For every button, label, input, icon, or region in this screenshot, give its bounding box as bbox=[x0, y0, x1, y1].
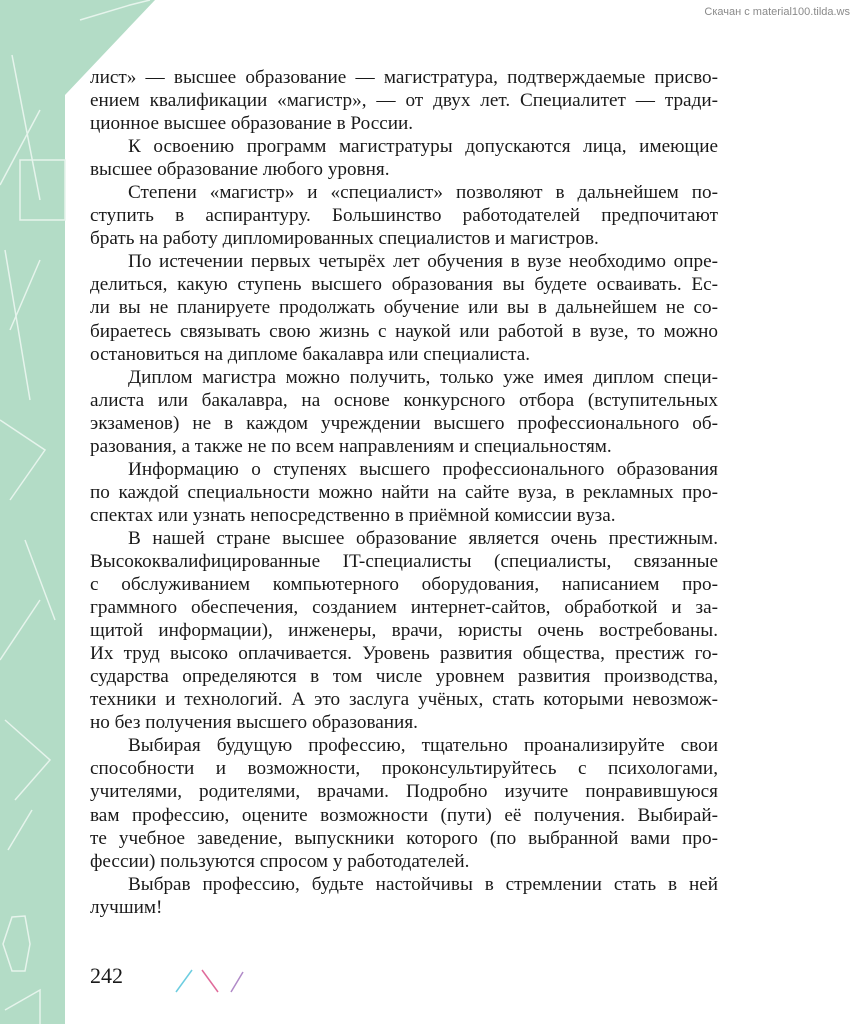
text-line: граммного обеспечения, созданием интернет-сайтов, обработкой и за- bbox=[90, 597, 718, 619]
text-line: делиться, какую ступень высшего образования вы будете осваивать. Ес- bbox=[90, 274, 718, 296]
text-line: остановиться на дипломе бакалавра или специалиста. bbox=[90, 343, 531, 365]
text-line: высшее образование любого уровня. bbox=[90, 159, 390, 181]
paragraph bbox=[90, 250, 718, 365]
text-line: техники и технологий. А это заслуга учёных, стать которыми невозмож- bbox=[90, 689, 718, 711]
text-line: ступить в аспирантуру. Большинство работодателей предпочитают bbox=[90, 205, 718, 227]
text-line: бираетесь связывать свою жизнь с наукой или работой в вузе, то можно bbox=[90, 320, 718, 342]
text-line: но без получения высшего образования. bbox=[90, 712, 418, 734]
text-line: фессии) пользуются спросом у работодателей. bbox=[90, 850, 470, 872]
text-line: В нашей стране высшее образование является очень престижным. bbox=[128, 527, 718, 549]
watermark: Скачан с material100.tilda.ws bbox=[704, 6, 850, 18]
text-line: брать на работу дипломированных специалистов и магистров. bbox=[90, 228, 599, 250]
text-line: учителями, родителями, врачами. Подробно изучите понравившуюся bbox=[90, 781, 718, 803]
text-line: Выбрав профессию, будьте настойчивы в стремлении стать в ней bbox=[128, 873, 718, 895]
page-ornament bbox=[170, 968, 260, 998]
paragraph bbox=[90, 66, 718, 135]
text-line: по каждой специальности можно найти на сайте вуза, в рекламных про- bbox=[90, 481, 718, 503]
text-line: экзаменов) не в каждом учреждении высшего профессионального об- bbox=[90, 412, 718, 434]
page-number: 242 bbox=[90, 963, 123, 988]
text-line: ционное высшее образование в России. bbox=[90, 113, 414, 135]
text-line: ением квалификации «магистр», — от двух лет. Специалитет — тради- bbox=[90, 90, 718, 112]
text-line: лучшим! bbox=[90, 896, 163, 918]
text-line: вам профессию, оцените возможности (пути) её получения. Выбирай- bbox=[90, 804, 718, 826]
text-line: спектах или узнать непосредственно в приёмной комиссии вуза. bbox=[90, 504, 616, 526]
text-line: те учебное заведение, выпускники которого (по выбранной вами про- bbox=[90, 827, 718, 849]
text-line: алиста или бакалавра, на основе конкурсного отбора (вступительных bbox=[90, 389, 718, 411]
text-line: способности и возможности, проконсультируйтесь с психологами, bbox=[90, 758, 718, 780]
text-line: Диплом магистра можно получить, только уже имея диплом специ- bbox=[128, 366, 718, 388]
text-line: Их труд высоко оплачивается. Уровень развития общества, престиж го- bbox=[90, 643, 718, 665]
text-line: щитой информации), инженеры, врачи, юристы очень востребованы. bbox=[90, 620, 718, 642]
paragraph bbox=[90, 458, 718, 527]
body-text bbox=[90, 66, 718, 919]
text-line: К освоению программ магистратуры допускаются лица, имеющие bbox=[128, 136, 718, 158]
text-line: Информацию о ступенях высшего профессионального образования bbox=[128, 458, 718, 480]
paragraph bbox=[90, 873, 718, 919]
paragraph bbox=[90, 527, 718, 734]
text-line: с обслуживанием компьютерного оборудования, написанием про- bbox=[90, 574, 718, 596]
text-line: Высококвалифицированные IT-специалисты (специалисты, связанные bbox=[90, 550, 718, 572]
paragraph bbox=[90, 181, 718, 250]
text-line: По истечении первых четырёх лет обучения в вузе необходимо опре- bbox=[128, 251, 718, 273]
text-line: Выбирая будущую профессию, тщательно проанализируйте свои bbox=[128, 735, 718, 757]
paragraph bbox=[90, 135, 718, 181]
text-line: разования, а также не по всем направлениям и специальностям. bbox=[90, 435, 612, 457]
text-line: Степени «магистр» и «специалист» позволяют в дальнейшем по- bbox=[128, 182, 718, 204]
paragraph bbox=[90, 734, 718, 872]
paragraph bbox=[90, 366, 718, 458]
text-line: лист» — высшее образование — магистратура, подтверждаемые присво- bbox=[90, 67, 718, 88]
text-line: сударства определяются в том числе уровнем развития производства, bbox=[90, 666, 718, 688]
text-line: ли вы не планируете продолжать обучение или вы в дальнейшем не со- bbox=[90, 297, 718, 319]
